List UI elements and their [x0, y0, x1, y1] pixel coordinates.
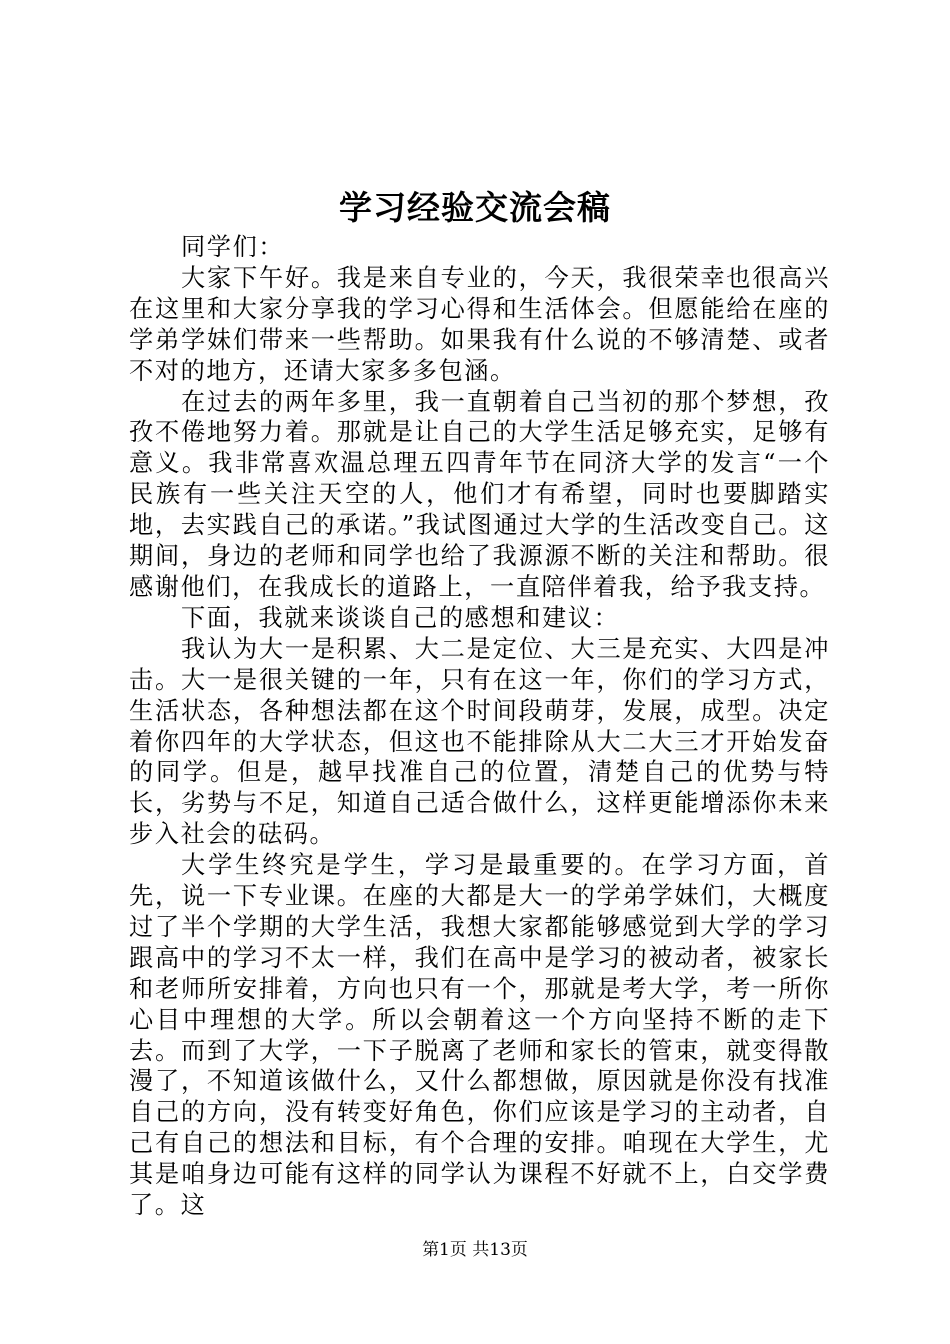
paragraph-introduction: 大家下午好。我是来自专业的，今天，我很荣幸也很高兴在这里和大家分享我的学习心得和生活体会。但愿能给在座的学弟学妹们带来一些帮助。如果我有什么说的不够清楚、或者不对的地方，还请大家多多包涵。: [129, 263, 830, 385]
paragraph-study-advice: 大学生终究是学生，学习是最重要的。在学习方面，首先，说一下专业课。在座的大都是大一的学弟学妹们，大概度过了半个学期的大学生活，我想大家都能够感觉到大学的学习跟高中的学习不太一样，我们在高中是学习的被动者，被家长和老师所安排着，方向也只有一个，那就是考大学，考一所你心目中理想的大学。所以会朝着这一个方向坚持不断的走下去。而到了大学，一下子脱离了老师和家长的管束，就变得散漫了，不知道该做什么，又什么都想做，原因就是你没有找准自己的方向，没有转变好角色，你们应该是学习的主动者，自己有自己的想法和目标，有个合理的安排。咱现在大学生，尤其是咱身边可能有这样的同学认为课程不好就不上，白交学费了。这: [129, 851, 830, 1220]
document-title: 学习经验交流会稿: [339, 188, 611, 227]
paragraph-past-two-years: 在过去的两年多里，我一直朝着自己当初的那个梦想，孜孜不倦地努力着。那就是让自己的大学生活足够充实，足够有意义。我非常喜欢温总理五四青年节在同济大学的发言“一个民族有一些关注天空的人，他们才有希望，同时也要脚踏实地，去实践自己的承诺。”我试图通过大学的生活改变自己。这期间，身边的老师和同学也给了我源源不断的关注和帮助。很感谢他们，在我成长的道路上，一直陪伴着我，给予我支持。: [129, 387, 830, 601]
document-body: [129, 232, 830, 1221]
paragraph-four-years: 我认为大一是积累、大二是定位、大三是充实、大四是冲击。大一是很关键的一年，只有在这一年，你们的学习方式，生活状态，各种想法都在这个时间段萌芽，发展，成型。决定着你四年的大学状态，但这也不能排除从大二大三才开始发奋的同学。但是，越早找准自己的位置，清楚自己的优势与特长，劣势与不足，知道自己适合做什么，这样更能增添你未来步入社会的砝码。: [129, 634, 830, 849]
paragraph-greeting: 同学们：: [181, 233, 285, 261]
page-footer: 第1页 共13页: [422, 1240, 528, 1260]
paragraph-transition: 下面，我就来谈谈自己的感想和建议：: [181, 603, 620, 632]
